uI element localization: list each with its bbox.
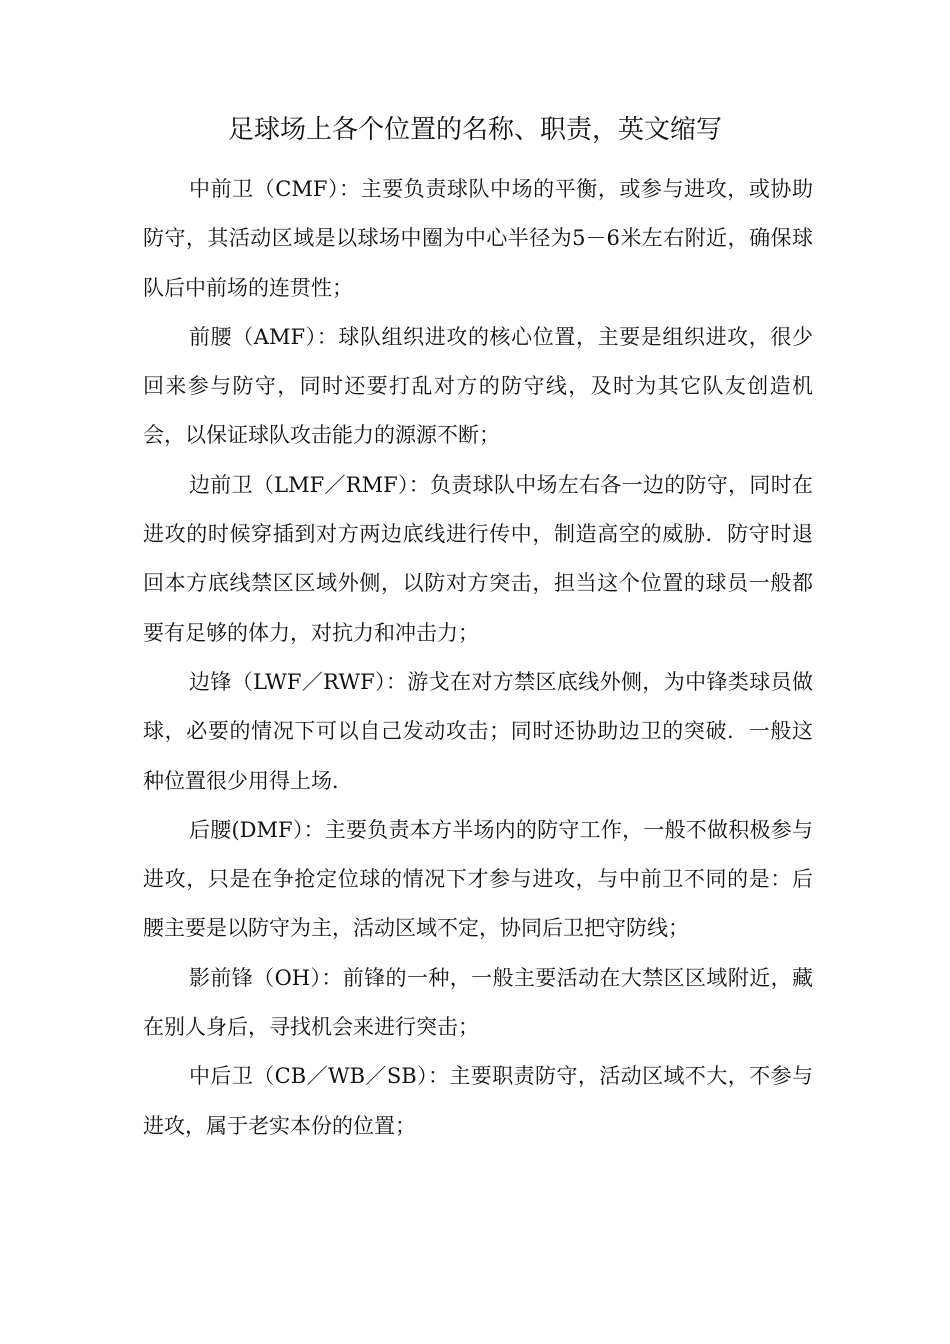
paragraph-dmf: 后腰(DMF）：主要负责本方半场内的防守工作，一般不做积极参与进攻，只是在争抢定位球的情况下才参与进攻，与中前卫不同的是：后腰主要是以防守为主，活动区域不定，协同后卫把守防线； — [143, 817, 813, 941]
document-title: 足球场上各个位置的名称、职责，英文缩写 — [227, 115, 722, 145]
paragraph-cb-wb-sb: 中后卫（CB／WB／SB）：主要职责防守，活动区域不大，不参与进攻，属于老实本份的位置； — [143, 1064, 813, 1138]
paragraph-amf: 前腰（AMF）：球队组织进攻的核心位置，主要是组织进攻，很少回来参与防守，同时还要打乱对方的防守线，及时为其它队友创造机会，以保证球队攻击能力的源源不断； — [143, 324, 813, 448]
document-body — [143, 165, 813, 1151]
paragraph-oh: 影前锋（OH）：前锋的一种，一般主要活动在大禁区区域附近，藏在别人身后，寻找机会来进行突击； — [143, 965, 813, 1040]
paragraph-cmf: 中前卫（CMF）：主要负责球队中场的平衡，或参与进攻，或协助防守，其活动区域是以球场中圈为中心半径为5－6米左右附近，确保球队后中前场的连贯性； — [143, 177, 813, 300]
paragraph-lwf-rwf: 边锋（LWF／RWF）：游戈在对方禁区底线外侧，为中锋类球员做球，必要的情况下可以自己发动攻击；同时还协助边卫的突破．一般这种位置很少用得上场． — [143, 669, 813, 793]
paragraph-lmf-rmf: 边前卫（LMF／RMF）：负责球队中场左右各一边的防守，同时在进攻的时候穿插到对方两边底线进行传中，制造高空的威胁．防守时退回本方底线禁区区域外侧，以防对方突击，担当这个位置的球员一般都要有足够的体力，对抗力和冲击力； — [143, 472, 813, 645]
